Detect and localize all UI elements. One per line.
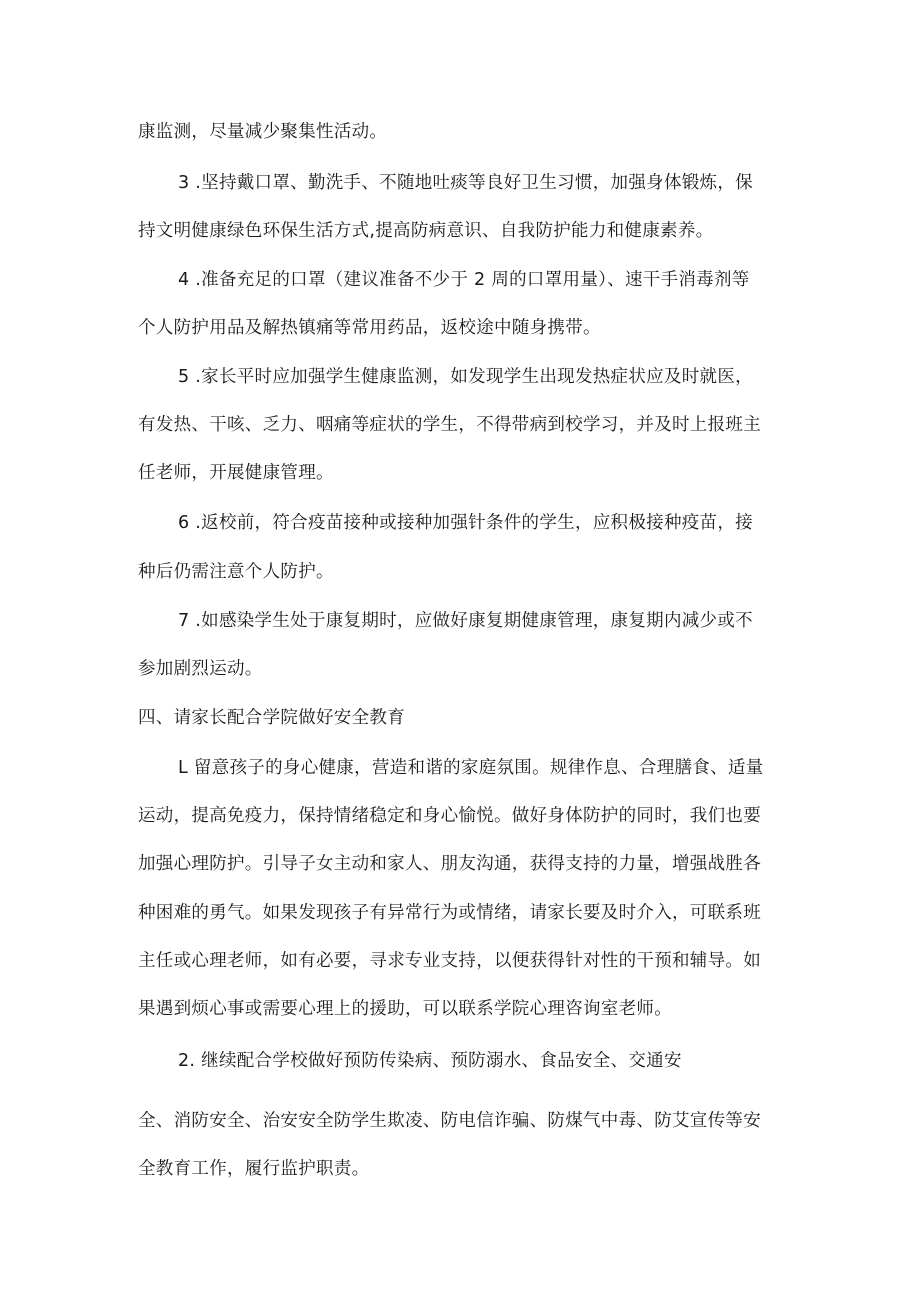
section-heading: 四、请家长配合学院做好安全教育: [138, 708, 405, 728]
paragraph-line: 全、消防安全、治安安全防学生欺凌、防电信诈骗、防煤气中毒、防艾宣传等安: [138, 1111, 761, 1131]
paragraph-line: 有发热、干咳、乏力、咽痛等症状的学生，不得带病到校学习，并及时上报班主: [138, 415, 761, 435]
list-item-3-line: 3 .坚持戴口罩、勤洗手、不随地吐痰等良好卫生习惯，加强身体锻炼，保: [178, 173, 753, 193]
paragraph-line: 个人防护用品及解热镇痛等常用药品，返校途中随身携带。: [138, 318, 601, 338]
paragraph-line: 任老师，开展健康管理。: [138, 463, 334, 483]
list-item-7-line: 7 .如感染学生处于康复期时，应做好康复期健康管理，康复期内减少或不: [178, 611, 753, 631]
paragraph-line: 参加剧烈运动。: [138, 659, 263, 679]
paragraph-line: 加强心理防护。引导子女主动和家人、朋友沟通，获得支持的力量，增强战胜各: [138, 854, 761, 874]
paragraph-line: 全教育工作，履行监护职责。: [138, 1159, 370, 1179]
list-item-6-line: 6 .返校前，符合疫苗接种或接种加强针条件的学生，应积极接种疫苗，接: [178, 513, 753, 533]
paragraph-line: 果遇到烦心事或需要心理上的援助，可以联系学院心理咨询室老师。: [138, 999, 672, 1019]
list-item-5-line: 5 .家长平时应加强学生健康监测，如发现学生出现发热症状应及时就医，: [178, 367, 753, 387]
section-item-1-line: L 留意孩子的身心健康，营造和谐的家庭氛围。规律作息、合理膳食、适量: [178, 758, 764, 778]
section-item-2-line: 2. 继续配合学校做好预防传染病、预防溺水、食品安全、交通安: [178, 1051, 682, 1071]
paragraph-line: 康监测，尽量减少聚集性活动。: [138, 122, 388, 142]
paragraph-line: 运动，提高免疫力，保持情绪稳定和身心愉悦。做好身体防护的同时，我们也要: [138, 806, 761, 826]
paragraph-line: 主任或心理老师，如有必要，寻求专业支持，以便获得针对性的干预和辅导。如: [138, 951, 761, 971]
list-item-4-line: 4 .准备充足的口罩（建议准备不少于 2 周的口罩用量）、速干手消毒剂等: [178, 270, 750, 290]
paragraph-line: 种后仍需注意个人防护。: [138, 562, 334, 582]
paragraph-line: 持文明健康绿色环保生活方式,提高防病意识、自我防护能力和健康素养。: [138, 221, 714, 241]
paragraph-line: 种困难的勇气。如果发现孩子有异常行为或情绪，请家长要及时介入，可联系班: [138, 903, 761, 923]
